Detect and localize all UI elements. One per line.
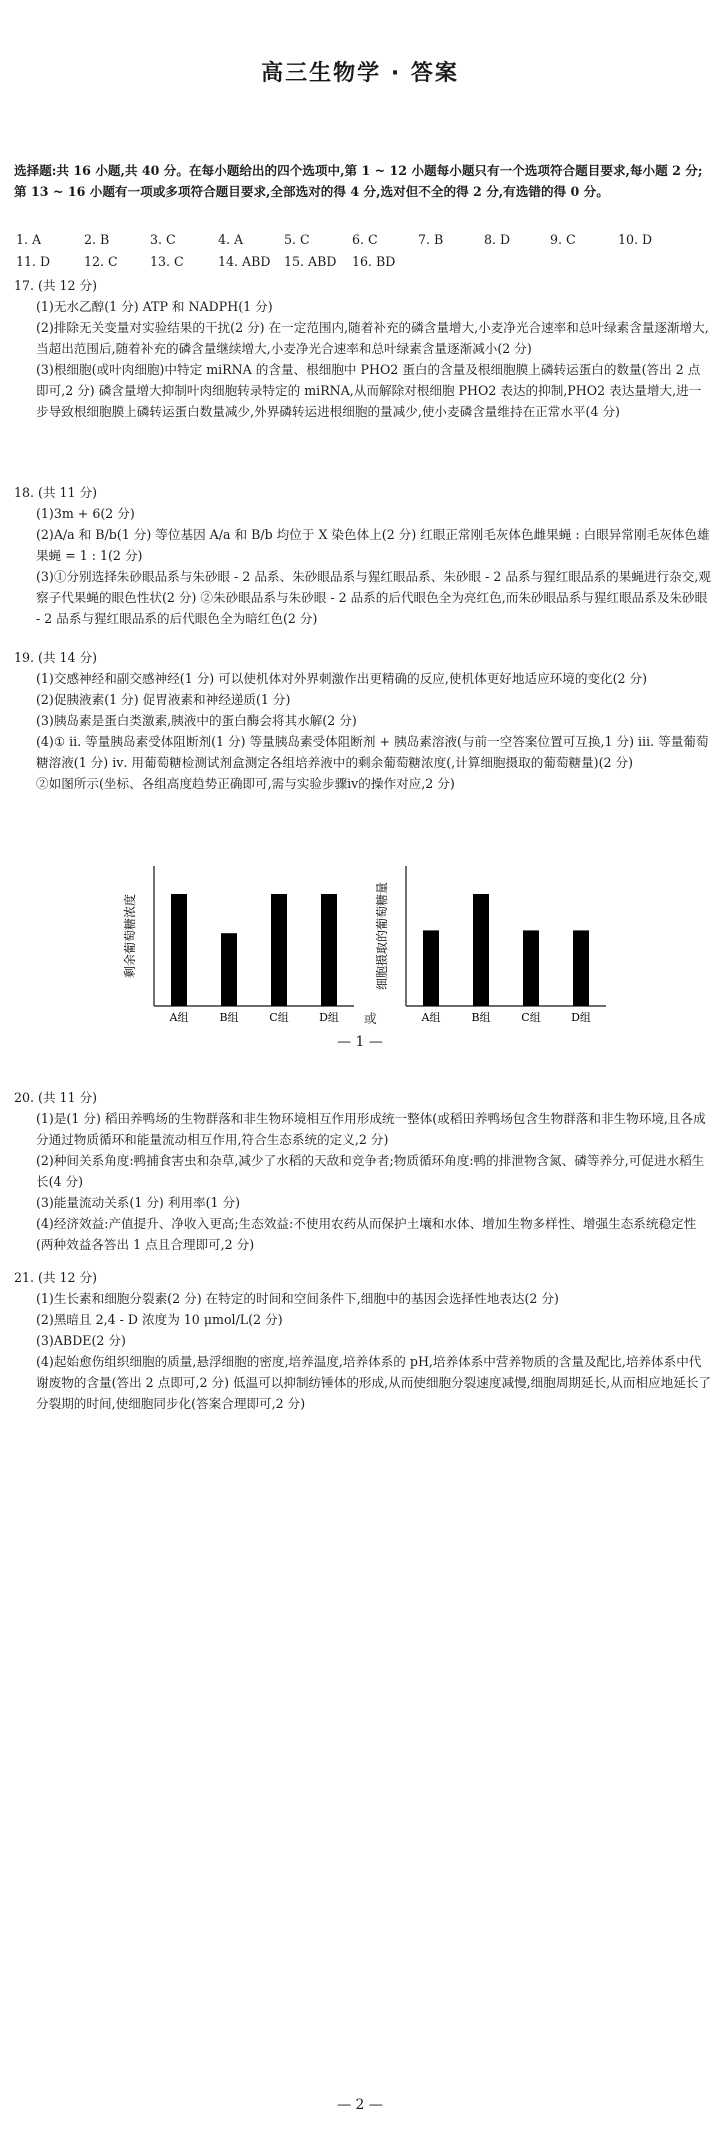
answer-item: 14. ABD [218, 254, 271, 269]
category-label: B组 [471, 1011, 491, 1024]
category-label: C组 [269, 1011, 289, 1024]
answer-item: 10. D [618, 232, 653, 247]
answer-part: (2)A/a 和 B/b(1 分) 等位基因 A/a 和 B/b 均位于 X 染色体上(2 分) 红眼正常刚毛灰体色雌果蝇 : 白眼异常刚毛灰体色雄果蝇 = 1 : 1(2 分) [36, 527, 710, 563]
category-label: D组 [571, 1011, 591, 1024]
answer-part: (3)胰岛素是蛋白类激素,胰液中的蛋白酶会将其水解(2 分) [36, 713, 357, 728]
answer-item: 8. D [484, 232, 511, 247]
category-label: B组 [219, 1011, 239, 1024]
or-label: 或 [364, 1011, 377, 1026]
answer-part: (1)3m + 6(2 分) [36, 506, 135, 521]
y-axis-label: 剩余葡萄糖浓度 [123, 893, 137, 979]
answer-part: (3)能量流动关系(1 分) 利用率(1 分) [36, 1195, 241, 1210]
answer-part: (3)ABDE(2 分) [36, 1333, 126, 1348]
bar [473, 894, 489, 1006]
category-label: C组 [521, 1011, 541, 1024]
answer-part: (1)生长素和细胞分裂素(2 分) 在特定的时间和空间条件下,细胞中的基因会选择性地表达(2 分) [36, 1291, 559, 1306]
bar [271, 894, 287, 1006]
bar [423, 930, 439, 1006]
answer-item: 16. BD [352, 254, 396, 269]
answer-part: (3)①分别选择朱砂眼品系与朱砂眼 - 2 品系、朱砂眼品系与猩红眼品系、朱砂眼 - 2 品系与猩红眼品系的果蝇进行杂交,观察子代果蝇的眼色性状(2 分) ②朱砂眼品系与朱砂眼 - 2 品系的后代眼色全为亮红色,而朱砂眼品系与猩红眼品系及朱砂眼 - 2 品系与猩红眼品系的后代眼色全为暗红色(2 分) [36, 569, 711, 626]
chart-glucose-uptake [372, 858, 622, 1028]
answer-row-2 [14, 254, 714, 274]
page-number-2: — 2 — [337, 2097, 383, 2113]
answer-row-1 [14, 232, 714, 252]
chart-remaining-glucose [120, 858, 370, 1028]
category-label: A组 [169, 1011, 189, 1024]
answer-part: (2)促胰液素(1 分) 促胃液素和神经递质(1 分) [36, 692, 291, 707]
bar [171, 894, 187, 1006]
answer-part: (4)① ⅱ. 等量胰岛素受体阻断剂(1 分) 等量胰岛素受体阻断剂 + 胰岛素溶液(与前一空答案位置可互换,1 分) ⅲ. 等量葡萄糖溶液(1 分) ⅳ. 用葡萄糖检测试剂盒测定各组培养液中的剩余葡萄糖浓度(,计算细胞摄取的葡萄糖量)(2 分) [36, 734, 709, 770]
page-number-1: — 1 — [337, 1034, 383, 1050]
bar [523, 930, 539, 1006]
category-label: A组 [421, 1011, 441, 1024]
answer-item: 4. A [218, 232, 244, 247]
question-21 [14, 1267, 712, 1414]
question-19 [14, 647, 712, 794]
question-17 [14, 275, 712, 422]
answer-item: 13. C [150, 254, 184, 269]
answer-item: 5. C [284, 232, 310, 247]
answer-part: (2)排除无关变量对实验结果的干扰(2 分) 在一定范围内,随着补充的磷含量增大,小麦净光合速率和总叶绿素含量逐渐增大,当超出范围后,随着补充的磷含量继续增大,小麦净光合速率和总叶绿素含量逐渐减小(2 分) [36, 320, 709, 356]
answer-item: 11. D [16, 254, 51, 269]
page-title: 高三生物学 · 答案 [261, 61, 459, 86]
answer-part: (4)起始愈伤组织细胞的质量,悬浮细胞的密度,培养温度,培养体系的 pH,培养体系中营养物质的含量及配比,培养体系中代谢废物的含量(答出 2 点即可,2 分) 低温可以抑制纺锤体的形成,从而使细胞分裂速度减慢,细胞周期延长,从而相应地延长了分裂期的时间,使细胞同步化(答案合理即可,2 分) [36, 1354, 711, 1411]
answer-item: 3. C [150, 232, 176, 247]
answer-part: (3)根细胞(或叶肉细胞)中特定 miRNA 的含量、根细胞中 PHO2 蛋白的含量及根细胞膜上磷转运蛋白的数量(答出 2 点即可,2 分) 磷含量增大抑制叶肉细胞转录特定的 miRNA,从而解除对根细胞 PHO2 表达的抑制,PHO2 表达量增大,进一步导致根细胞膜上磷转运蛋白数量减少,外界磷转运进根细胞的量减少,使小麦磷含量维持在正常水平(4 分) [36, 362, 702, 419]
answer-item: 7. B [418, 232, 444, 247]
answer-part: (2)种间关系角度:鸭捕食害虫和杂草,减少了水稻的天敌和竞争者;物质循环角度:鸭的排泄物含氮、磷等养分,可促进水稻生长(4 分) [36, 1153, 705, 1189]
section-instructions: 选择题:共 16 小题,共 40 分。在每小题给出的四个选项中,第 1 ~ 12 小题每小题只有一个选项符合题目要求,每小题 2 分;第 13 ~ 16 小题有一项或多项符合题目要求,全部选对的得 4 分,选对但不全的得 2 分,有选错的得 0 分。 [14, 163, 703, 199]
y-axis-label: 细胞摄取的葡萄糖量 [375, 881, 389, 991]
answer-part: (2)黑暗且 2,4 - D 浓度为 10 μmol/L(2 分) [36, 1312, 283, 1327]
answer-part: ②如图所示(坐标、各组高度趋势正确即可,需与实验步骤ⅳ的操作对应,2 分) [36, 776, 455, 791]
question-head: 21. (共 12 分) [14, 1270, 98, 1285]
question-head: 17. (共 12 分) [14, 278, 98, 293]
bar [221, 933, 237, 1006]
question-20 [14, 1087, 712, 1255]
answer-item: 1. A [16, 232, 42, 247]
bar [573, 930, 589, 1006]
question-head: 19. (共 14 分) [14, 650, 98, 665]
answer-item: 6. C [352, 232, 378, 247]
bar [321, 894, 337, 1006]
category-label: D组 [319, 1011, 339, 1024]
answer-item: 9. C [550, 232, 576, 247]
answer-item: 2. B [84, 232, 110, 247]
answer-part: (1)无水乙醇(1 分) ATP 和 NADPH(1 分) [36, 299, 273, 314]
question-18 [14, 482, 712, 629]
question-head: 20. (共 11 分) [14, 1090, 98, 1105]
answer-part: (1)交感神经和副交感神经(1 分) 可以使机体对外界刺激作出更精确的反应,使机体更好地适应环境的变化(2 分) [36, 671, 648, 686]
question-head: 18. (共 11 分) [14, 485, 98, 500]
answer-item: 15. ABD [284, 254, 337, 269]
answer-item: 12. C [84, 254, 118, 269]
answer-part: (1)是(1 分) 稻田养鸭场的生物群落和非生物环境相互作用形成统一整体(或稻田养鸭场包含生物群落和非生物环境,且各成分通过物质循环和能量流动相互作用,符合生态系统的定义,2 分) [36, 1111, 706, 1147]
answer-part: (4)经济效益:产值提升、净收入更高;生态效益:不使用农药从而保护土壤和水体、增加生物多样性、增强生态系统稳定性(两种效益各答出 1 点且合理即可,2 分) [36, 1216, 697, 1252]
